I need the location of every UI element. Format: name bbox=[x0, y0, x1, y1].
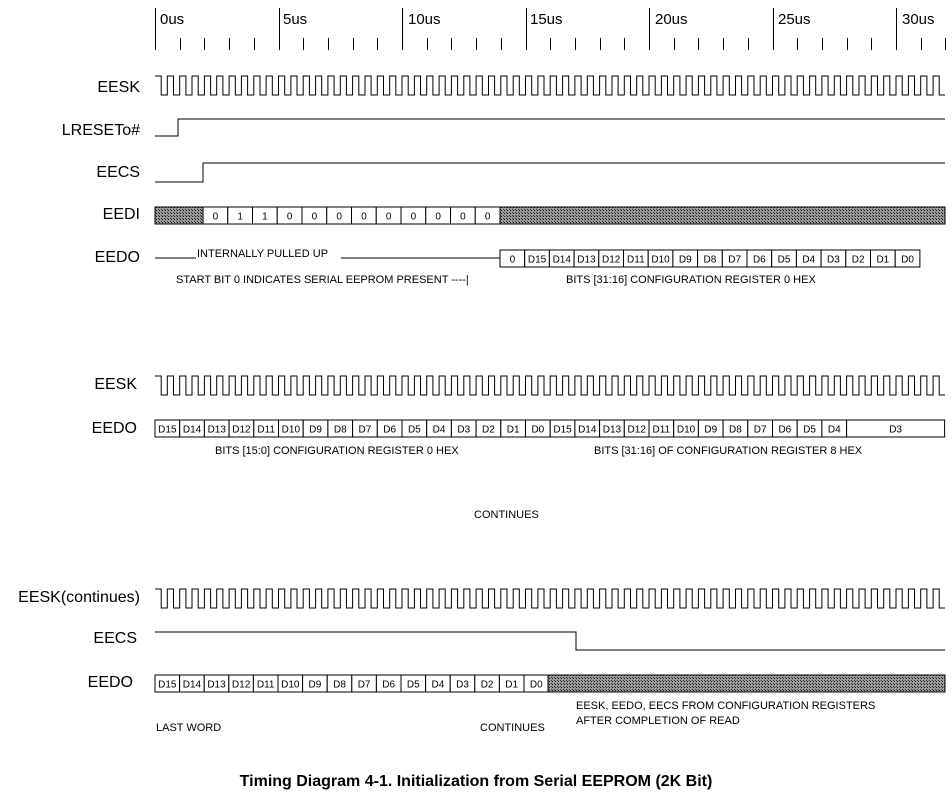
eecs-waveform bbox=[155, 632, 945, 650]
data-cell-label: 0 bbox=[361, 211, 367, 223]
data-cell-label: D15 bbox=[158, 679, 177, 691]
data-cell-label: 0 bbox=[484, 211, 491, 223]
data-cell-label: D8 bbox=[729, 424, 742, 436]
start-bit-note: START BIT 0 INDICATES SERIAL EEPROM PRESENT ----| bbox=[176, 274, 469, 286]
data-cell-label: D2 bbox=[482, 424, 495, 436]
pulled-up-label: INTERNALLY PULLED UP bbox=[197, 248, 329, 260]
data-cell-label: D15 bbox=[553, 424, 572, 436]
data-cell-label: D11 bbox=[652, 424, 671, 436]
time-label-15us: 15us bbox=[530, 11, 563, 28]
bits-note-left: BITS [15:0] CONFIGURATION REGISTER 0 HEX bbox=[215, 445, 459, 457]
data-cell-label: D6 bbox=[778, 424, 792, 436]
data-cell-label: D2 bbox=[480, 679, 494, 691]
data-cell-label: D0 bbox=[531, 424, 545, 436]
data-cell-label: D1 bbox=[876, 254, 890, 266]
data-cell-label: D10 bbox=[676, 424, 696, 436]
eedo-undefined-end bbox=[548, 675, 945, 692]
data-cell-label: D2 bbox=[851, 254, 865, 266]
signal-label-eedo: EEDO bbox=[91, 420, 137, 437]
data-cell-label: D14 bbox=[552, 254, 571, 266]
signal-label-eesk: EESK bbox=[94, 376, 137, 393]
time-label-10us: 10us bbox=[408, 11, 441, 28]
data-cell-label: D7 bbox=[728, 254, 742, 266]
signal-label-eedo: EEDO bbox=[94, 249, 140, 266]
clock-pulse-train bbox=[155, 589, 945, 608]
bits-note-config-0: BITS [31:16] CONFIGURATION REGISTER 0 HEX bbox=[566, 274, 816, 286]
data-cell-label: 0 bbox=[286, 211, 293, 223]
final-note-line-1: EESK, EEDO, EECS FROM CONFIGURATION REGISTERS bbox=[576, 700, 876, 712]
data-cell-label: D11 bbox=[257, 424, 275, 436]
eedo-data-row bbox=[500, 250, 920, 267]
last-word-label: LAST WORD bbox=[156, 722, 222, 734]
eedi-bit-row bbox=[203, 207, 500, 224]
data-cell-label: D0 bbox=[529, 679, 543, 691]
data-cell-label: D3 bbox=[456, 679, 469, 691]
data-cell-label: D8 bbox=[333, 679, 346, 691]
time-label-25us: 25us bbox=[778, 11, 811, 28]
data-cell-label: D5 bbox=[406, 679, 420, 691]
figure-caption: Timing Diagram 4-1. Initialization from Serial EEPROM (2K Bit) bbox=[239, 773, 713, 790]
data-cell-label: D9 bbox=[678, 254, 692, 266]
section-3 bbox=[18, 589, 945, 734]
signal-label-lreset: LRESETo# bbox=[61, 122, 140, 139]
clock-pulse-train bbox=[155, 376, 945, 395]
data-cell-label: D9 bbox=[309, 424, 322, 436]
data-cell-label: D11 bbox=[256, 679, 275, 691]
time-label-0us: 0us bbox=[160, 11, 185, 28]
eesk-clock-waveform bbox=[155, 589, 945, 608]
data-cell-label: D14 bbox=[578, 424, 597, 436]
data-cell-label: D14 bbox=[182, 679, 202, 691]
time-axis bbox=[156, 8, 946, 50]
data-cell-label: 1 bbox=[237, 211, 243, 223]
signal-label-eedi: EEDI bbox=[102, 206, 140, 223]
data-cell-label: D14 bbox=[182, 424, 202, 436]
data-cell-label: 0 bbox=[336, 211, 342, 223]
data-cell-label: D1 bbox=[506, 424, 520, 436]
data-cell-label: D13 bbox=[577, 254, 596, 266]
eedi-undefined-start bbox=[155, 207, 203, 224]
data-cell-label: D13 bbox=[207, 424, 226, 436]
lreset-waveform bbox=[155, 119, 945, 136]
data-cell-label: 0 bbox=[460, 211, 466, 223]
data-cell-label: D3 bbox=[457, 424, 471, 436]
data-cell-label: D11 bbox=[627, 254, 645, 266]
data-cell-label: D7 bbox=[753, 424, 767, 436]
data-cell-label: D8 bbox=[703, 254, 717, 266]
signal-label-eecs: EECS bbox=[96, 164, 140, 181]
section-1 bbox=[62, 76, 945, 286]
data-cell-label: D10 bbox=[281, 679, 300, 691]
eedo-data-row bbox=[155, 675, 549, 692]
data-cell-label: D3 bbox=[827, 254, 840, 266]
clock-pulse-train bbox=[155, 76, 945, 95]
final-note-line-2: AFTER COMPLETION OF READ bbox=[576, 715, 740, 727]
signal-label-eesk: EESK bbox=[97, 79, 140, 96]
data-cell-label: D5 bbox=[407, 424, 421, 436]
data-cell-label: D13 bbox=[602, 424, 622, 436]
signal-label-eedo: EEDO bbox=[87, 674, 133, 691]
eesk-clock-waveform bbox=[155, 76, 945, 95]
data-cell-label: D4 bbox=[827, 424, 841, 436]
data-cell-label: D7 bbox=[358, 424, 372, 436]
eedi-undefined-end bbox=[500, 207, 945, 224]
data-cell-label: 0 bbox=[311, 211, 318, 223]
data-cell-label: D15 bbox=[527, 254, 547, 266]
eecs-waveform bbox=[155, 163, 945, 182]
data-cell-label: D3 bbox=[889, 424, 902, 436]
data-cell-label: D10 bbox=[651, 254, 670, 266]
bits-note-right: BITS [31:16] OF CONFIGURATION REGISTER 8 HEX bbox=[594, 445, 863, 457]
time-label-20us: 20us bbox=[655, 11, 688, 28]
data-cell-label: D4 bbox=[802, 254, 816, 266]
continues-label: CONTINUES bbox=[474, 509, 539, 521]
data-cell-label: D6 bbox=[752, 254, 766, 266]
data-cell-label: 0 bbox=[509, 254, 516, 266]
data-cell-label: D7 bbox=[357, 679, 371, 691]
data-cell-label: D12 bbox=[627, 424, 646, 436]
data-cell-label: 0 bbox=[435, 211, 441, 223]
eedo-data-row bbox=[155, 420, 945, 437]
eesk-clock-waveform bbox=[155, 376, 945, 395]
data-cell-label: D5 bbox=[777, 254, 791, 266]
signal-label-eesk-continues: EESK(continues) bbox=[18, 589, 140, 606]
data-cell-label: D8 bbox=[333, 424, 347, 436]
data-cell-label: D10 bbox=[281, 424, 301, 436]
data-cell-label: D4 bbox=[432, 424, 446, 436]
data-cell-label: D13 bbox=[207, 679, 226, 691]
signal-label-eecs: EECS bbox=[93, 630, 137, 647]
data-cell-label: D12 bbox=[601, 254, 621, 266]
time-label-5us: 5us bbox=[283, 11, 308, 28]
data-cell-label: D4 bbox=[431, 679, 445, 691]
continues-label: CONTINUES bbox=[480, 722, 545, 734]
data-cell-label: D1 bbox=[505, 679, 519, 691]
data-cell-label: D12 bbox=[232, 424, 251, 436]
data-cell-label: D12 bbox=[231, 679, 251, 691]
data-cell-label: 0 bbox=[410, 211, 417, 223]
data-cell-label: 1 bbox=[262, 211, 268, 223]
data-cell-label: D0 bbox=[901, 254, 914, 266]
data-cell-label: D9 bbox=[704, 424, 718, 436]
data-cell-label: 0 bbox=[212, 211, 219, 223]
data-cell-label: D6 bbox=[383, 424, 397, 436]
data-cell-label: D9 bbox=[308, 679, 322, 691]
section-2 bbox=[92, 376, 945, 521]
data-cell-label: D15 bbox=[158, 424, 177, 436]
time-label-30us: 30us bbox=[902, 11, 935, 28]
data-cell-label: D5 bbox=[803, 424, 816, 436]
data-cell-label: 0 bbox=[385, 211, 392, 223]
data-cell-label: D6 bbox=[382, 679, 396, 691]
